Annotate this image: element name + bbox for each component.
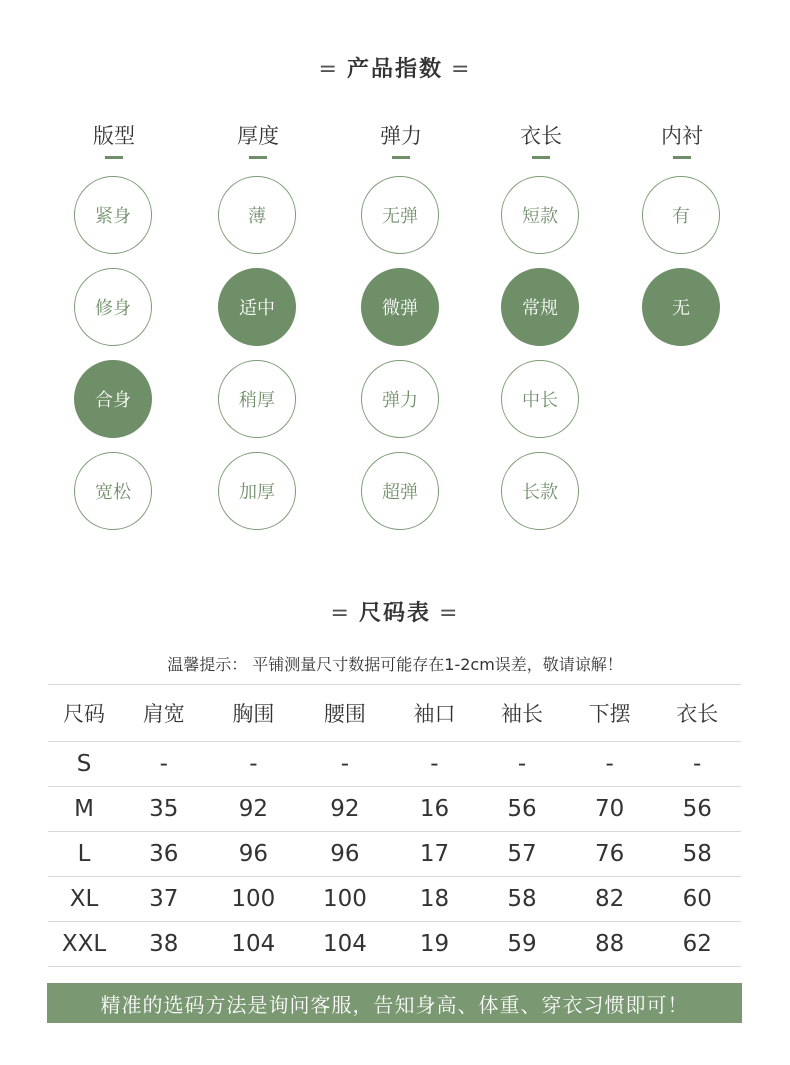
index-column-header: 版型 xyxy=(93,124,135,148)
measurement-tip: 温馨提示： 平铺测量尺寸数据可能存在1-2cm误差，敬请谅解！ xyxy=(167,655,623,674)
size-table-cell: 60 xyxy=(653,877,741,922)
size-table-cell: XL xyxy=(48,877,120,922)
size-table-cell: 92 xyxy=(299,787,391,832)
size-table-cell: 37 xyxy=(120,877,208,922)
product-index-title-text: 产品指数 xyxy=(346,57,443,82)
size-table-cell: S xyxy=(48,742,120,787)
size-chart-title-text: 尺码表 xyxy=(358,601,431,626)
title-decoration-right: = xyxy=(439,601,460,626)
header-underline xyxy=(673,156,691,159)
table-row xyxy=(48,787,741,832)
size-table-cell: 70 xyxy=(566,787,654,832)
table-row xyxy=(48,922,741,967)
index-option: 无弹 xyxy=(361,176,439,254)
size-table-header-cell: 胸围 xyxy=(208,685,300,742)
size-table-cell: 100 xyxy=(208,877,300,922)
size-table-cell: - xyxy=(208,742,300,787)
index-option-selected: 适中 xyxy=(218,268,296,346)
index-column-header: 弹力 xyxy=(380,124,422,148)
index-option: 紧身 xyxy=(74,176,152,254)
index-option: 稍厚 xyxy=(218,360,296,438)
size-advice-banner: 精准的选码方法是询问客服，告知身高、体重、穿衣习惯即可！ xyxy=(47,983,742,1023)
size-table-cell: - xyxy=(653,742,741,787)
index-option: 弹力 xyxy=(361,360,439,438)
size-table-cell: 56 xyxy=(478,787,566,832)
index-option: 短款 xyxy=(501,176,579,254)
size-table-cell: 96 xyxy=(299,832,391,877)
size-table-cell: - xyxy=(120,742,208,787)
size-table-cell: 35 xyxy=(120,787,208,832)
size-table-cell: 100 xyxy=(299,877,391,922)
size-table-cell: 56 xyxy=(653,787,741,832)
table-row xyxy=(48,832,741,877)
index-option: 宽松 xyxy=(74,452,152,530)
index-option: 中长 xyxy=(501,360,579,438)
index-option: 超弹 xyxy=(361,452,439,530)
size-table-cell: XXL xyxy=(48,922,120,967)
size-table-header-cell: 袖口 xyxy=(391,685,479,742)
size-table-header-cell: 肩宽 xyxy=(120,685,208,742)
title-decoration-left: = xyxy=(330,601,351,626)
size-table-cell: - xyxy=(391,742,479,787)
table-row xyxy=(48,742,741,787)
size-table-cell: M xyxy=(48,787,120,832)
size-table-cell: 104 xyxy=(208,922,300,967)
size-table-cell: 38 xyxy=(120,922,208,967)
index-column-header: 内衬 xyxy=(661,124,703,148)
size-table-cell: 36 xyxy=(120,832,208,877)
title-decoration-left: = xyxy=(318,57,339,82)
size-chart-title xyxy=(0,596,790,627)
index-option: 有 xyxy=(642,176,720,254)
title-decoration-right: = xyxy=(451,57,472,82)
header-underline xyxy=(249,156,267,159)
size-table-cell: 18 xyxy=(391,877,479,922)
index-column-header: 衣长 xyxy=(520,124,562,148)
index-option: 薄 xyxy=(218,176,296,254)
size-table-cell: 96 xyxy=(208,832,300,877)
size-table-header-row xyxy=(48,685,741,742)
size-table-cell: - xyxy=(478,742,566,787)
index-option-selected: 合身 xyxy=(74,360,152,438)
size-table-cell: 58 xyxy=(653,832,741,877)
size-table xyxy=(48,684,741,967)
size-table-cell: 59 xyxy=(478,922,566,967)
size-table-cell: 88 xyxy=(566,922,654,967)
size-table-cell: 62 xyxy=(653,922,741,967)
size-table-cell: - xyxy=(566,742,654,787)
size-table-cell: L xyxy=(48,832,120,877)
size-table-cell: 104 xyxy=(299,922,391,967)
index-option-selected: 微弹 xyxy=(361,268,439,346)
index-option: 长款 xyxy=(501,452,579,530)
size-table-cell: 17 xyxy=(391,832,479,877)
size-table-cell: 16 xyxy=(391,787,479,832)
size-table-cell: 19 xyxy=(391,922,479,967)
table-row xyxy=(48,877,741,922)
index-option: 修身 xyxy=(74,268,152,346)
size-table-cell: 82 xyxy=(566,877,654,922)
size-table-header-cell: 腰围 xyxy=(299,685,391,742)
size-table-header-cell: 袖长 xyxy=(478,685,566,742)
index-option: 加厚 xyxy=(218,452,296,530)
index-option-selected: 无 xyxy=(642,268,720,346)
index-column-header: 厚度 xyxy=(237,124,279,148)
size-table-header-cell: 衣长 xyxy=(653,685,741,742)
size-table-cell: 58 xyxy=(478,877,566,922)
size-table-cell: 57 xyxy=(478,832,566,877)
size-table-cell: - xyxy=(299,742,391,787)
header-underline xyxy=(392,156,410,159)
header-underline xyxy=(105,156,123,159)
size-table-cell: 92 xyxy=(208,787,300,832)
size-table-header-cell: 下摆 xyxy=(566,685,654,742)
header-underline xyxy=(532,156,550,159)
product-index-title xyxy=(0,52,790,83)
index-option-selected: 常规 xyxy=(501,268,579,346)
size-table-header-cell: 尺码 xyxy=(48,685,120,742)
size-table-cell: 76 xyxy=(566,832,654,877)
